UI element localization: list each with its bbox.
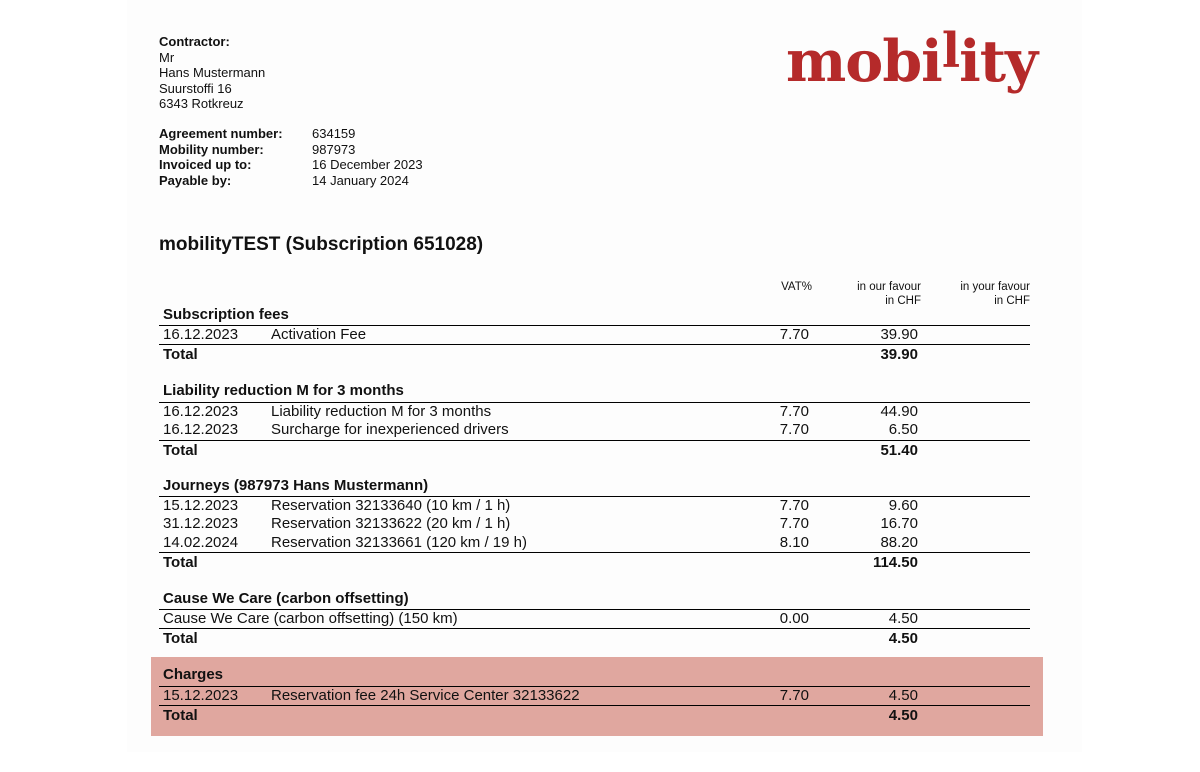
total-divider [159, 705, 1030, 706]
row-amount: 4.50 [888, 687, 918, 704]
payable-by-row: Payable by: 14 January 2024 [159, 172, 409, 188]
invoiced-up-to: 16 December 2023 [312, 157, 423, 172]
row-date: 16.12.2023 [163, 326, 239, 343]
row-vat: 8.10 [779, 534, 809, 551]
row-description: Reservation 32133661 (120 km / 19 h) [271, 534, 527, 551]
total-divider [159, 440, 1030, 441]
agreement-number: 634159 [312, 126, 356, 141]
total-divider [159, 552, 1030, 553]
agreement-details [159, 126, 423, 188]
row-vat: 0.00 [779, 610, 809, 627]
payable-by: 14 January 2024 [312, 172, 409, 188]
section-title: Journeys (987973 Hans Mustermann) [163, 477, 429, 494]
our-favour-column-header: in our favour in CHF [857, 281, 921, 307]
vat-column-header: VAT% [781, 281, 812, 293]
row-amount: 16.70 [880, 515, 918, 532]
section-title: Subscription fees [163, 306, 289, 323]
contractor-salutation: Mr [159, 49, 175, 65]
row-amount: 88.20 [880, 534, 918, 551]
row-vat: 7.70 [779, 687, 809, 704]
total-label: Total [163, 707, 198, 724]
total-row [159, 346, 1030, 365]
row-description: Liability reduction M for 3 months [271, 403, 492, 420]
row-date: 16.12.2023 [163, 421, 239, 438]
contractor-block [159, 34, 265, 112]
total-divider [159, 344, 1030, 345]
row-date: 15.12.2023 [163, 687, 239, 704]
row-date: 31.12.2023 [163, 515, 239, 532]
mobility-number: 987973 [312, 141, 356, 157]
total-label: Total [163, 346, 198, 363]
agreement-number-row: Agreement number: 634159 [159, 126, 356, 141]
your-favour-column-header: in your favour in CHF [960, 281, 1030, 307]
total-row [159, 442, 1030, 461]
section-title: Liability reduction M for 3 months [163, 382, 404, 399]
row-description: Cause We Care (carbon offsetting) (150 km) [163, 610, 458, 627]
table-row [159, 687, 1030, 706]
row-amount: 4.50 [888, 610, 918, 627]
total-amount: 4.50 [888, 707, 918, 724]
total-row [159, 554, 1030, 573]
row-amount: 9.60 [888, 497, 918, 514]
table-row [159, 534, 1030, 553]
table-row [159, 515, 1030, 534]
contractor-name: Hans Mustermann [159, 65, 266, 80]
table-row [159, 610, 1030, 629]
row-vat: 7.70 [779, 403, 809, 420]
table-row [159, 497, 1030, 516]
total-amount: 114.50 [872, 554, 918, 571]
row-vat: 7.70 [779, 515, 809, 532]
row-description: Reservation 32133622 (20 km / 1 h) [271, 515, 511, 532]
total-label: Total [163, 630, 198, 647]
total-label: Total [163, 442, 198, 459]
row-vat: 7.70 [779, 497, 809, 514]
row-date: 14.02.2024 [163, 534, 239, 551]
mobility-number-row: Mobility number: 987973 [159, 141, 356, 157]
contractor-label: Contractor: [159, 34, 230, 49]
row-description: Surcharge for inexperienced drivers [271, 421, 509, 438]
total-row [159, 707, 1030, 726]
page-title: mobilityTEST (Subscription 651028) [159, 234, 484, 255]
row-amount: 44.90 [880, 403, 918, 420]
total-amount: 51.40 [880, 442, 918, 459]
row-date: 15.12.2023 [163, 497, 239, 514]
row-vat: 7.70 [779, 421, 809, 438]
row-description: Reservation fee 24h Service Center 32133622 [271, 687, 580, 704]
total-amount: 4.50 [888, 630, 918, 647]
table-row [159, 421, 1030, 440]
total-divider [159, 628, 1030, 629]
mobility-logo: mobi$^l$ity [786, 23, 1038, 95]
row-vat: 7.70 [779, 326, 809, 343]
section-title: Cause We Care (carbon offsetting) [163, 590, 409, 607]
row-description: Activation Fee [271, 326, 367, 343]
row-amount: 39.90 [880, 326, 918, 343]
total-row [159, 630, 1030, 649]
total-amount: 39.90 [880, 346, 918, 363]
row-description: Reservation 32133640 (10 km / 1 h) [271, 497, 511, 514]
total-label: Total [163, 554, 198, 571]
table-row [159, 403, 1030, 422]
table-row [159, 326, 1030, 345]
invoiced-up-to-row: Invoiced up to: 16 December 2023 [159, 157, 423, 172]
section-title: Charges [163, 666, 224, 683]
contractor-city: 6343 Rotkreuz [159, 96, 244, 111]
row-amount: 6.50 [888, 421, 918, 438]
row-date: 16.12.2023 [163, 403, 239, 420]
contractor-street: Suurstoffi 16 [159, 80, 232, 96]
